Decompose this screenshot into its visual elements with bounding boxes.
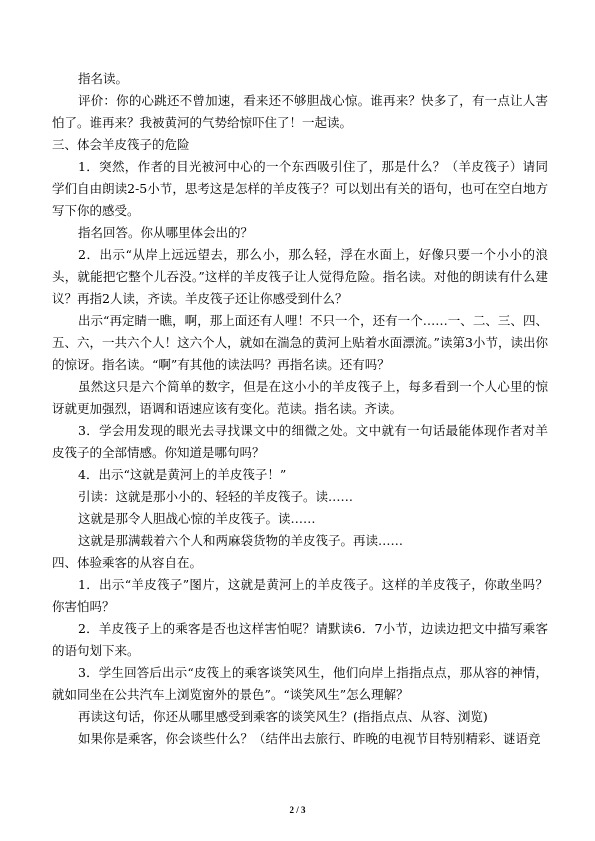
paragraph: 再读这句话，你还从哪里感受到乘客的谈笑风生？(指指点点、从容、浏览) — [78, 709, 488, 724]
paragraph: 这就是那满载着六个人和两麻袋货物的羊皮筏子。再读…… — [78, 533, 404, 548]
section-heading: 三、体会羊皮筏子的危险 — [52, 137, 190, 152]
paragraph: 2．羊皮筏子上的乘客是否也这样害怕呢？请默读6．7小节，边读边把文中描写乘客的语句划下来。 — [52, 621, 548, 658]
paragraph: 1．突然，作者的目光被河中心的一个东西吸引住了，那是什么？（羊皮筏子）请同学们自由朗读2-5小节，思考这是怎样的羊皮筏子？可以划出有关的语句，也可在空白地方写下你的感受。 — [52, 159, 548, 218]
paragraph: 评价：你的心跳还不曾加速，看来还不够胆战心惊。谁再来？快多了，有一点让人害怕了。谁再来？我被黄河的气势给惊吓住了！一起读。 — [52, 93, 548, 130]
document-body — [52, 68, 548, 750]
paragraph: 4．出示“这就是黄河上的羊皮筏子！” — [78, 467, 287, 482]
paragraph: 如果你是乘客，你会谈些什么？（结伴出去旅行、昨晚的电视节目特别精彩、谜语竞 — [78, 731, 541, 746]
paragraph: 指名读。 — [78, 71, 129, 86]
paragraph: 引读：这就是那小小的、轻轻的羊皮筏子。读…… — [78, 489, 354, 504]
paragraph: 2．出示“从岸上远远望去，那么小，那么轻，浮在水面上，好像只要一个小小的浪头，就能把它整个儿吞没。”这样的羊皮筏子让人觉得危险。指名读。对他的朗读有什么建议？再指2人读，齐读。羊皮筏子还让你感受到什么？ — [52, 247, 548, 306]
paragraph: 1．出示“羊皮筏子”图片，这就是黄河上的羊皮筏子。这样的羊皮筏子，你敢坐吗？你害怕吗？ — [52, 577, 548, 614]
paragraph: 3．学生回答后出示“皮筏上的乘客谈笑风生，他们向岸上指指点点，那从容的神情，就如同坐在公共汽车上浏览窗外的景色”。“谈笑风生”怎么理解？ — [52, 665, 548, 702]
paragraph: 指名回答。你从哪里体会出的？ — [78, 225, 254, 240]
section-heading: 四、体验乘客的从容自在。 — [52, 555, 203, 570]
paragraph: 3．学会用发现的眼光去寻找课文中的细微之处。文中就有一句话最能体现作者对羊皮筏子的全部情感。你知道是哪句吗？ — [52, 423, 548, 460]
paragraph: 出示“再定睛一瞧，啊，那上面还有人哩！不只一个，还有一个……一、二、三、四、五、六，一共六个人！这六个人，就如在湍急的黄河上贴着水面漂流。”读第3小节，读出你的惊讶。指名读。“啊”有其他的读法吗？再指名读。还有吗？ — [52, 313, 548, 372]
paragraph: 这就是那令人胆战心惊的羊皮筏子。读…… — [78, 511, 316, 526]
page-number: 2 / 3 — [289, 805, 306, 815]
paragraph: 虽然这只是六个简单的数字，但是在这小小的羊皮筏子上，每多看到一个人心里的惊讶就更加强烈，语调和语速应该有变化。范读。指名读。齐读。 — [52, 379, 548, 416]
